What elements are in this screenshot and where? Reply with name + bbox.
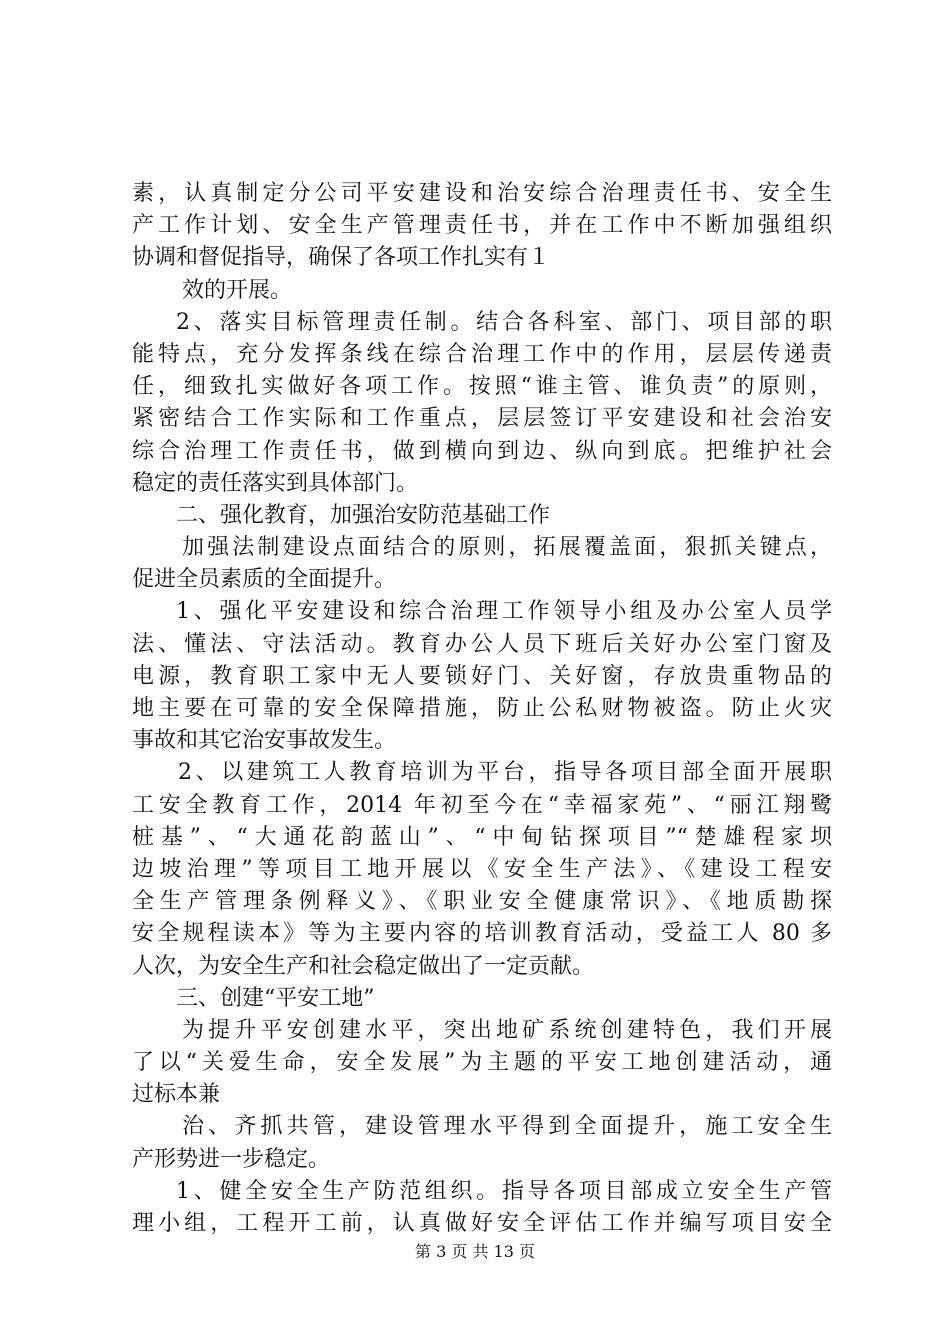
- text-line: 产工作计划、安全生产管理责任书，并在工作中不断加强组织: [132, 213, 832, 239]
- text-line: 桩基”、“大通花韵蓝山”、“中甸钻探项目”“楚雄程家坝: [132, 824, 832, 850]
- text-line: 法、懂法、守法活动。教育办公人员下班后关好办公室门窗及: [132, 631, 832, 657]
- text-line: 2、以建筑工人教育培训为平台，指导各项目部全面开展职: [178, 760, 832, 786]
- text-line: 协调和督促指导，确保了各项工作扎实有１: [132, 245, 551, 271]
- document-body: [132, 178, 832, 1240]
- text-line: 了以“关爱生命，安全发展”为主题的平安工地创建活动，通: [132, 1050, 832, 1076]
- text-line: 二、强化教育，加强治安防范基础工作: [176, 502, 551, 528]
- text-line: 综合治理工作责任书，做到横向到边、纵向到底。把维护社会: [132, 438, 832, 464]
- text-line: 地主要在可靠的安全保障措施，防止公私财物被盗。防止火灾: [132, 696, 832, 721]
- text-line: 1、健全安全生产防范组织。指导各项目部成立安全生产管: [176, 1178, 832, 1204]
- text-line: 治、齐抓共管，建设管理水平得到全面提升，施工安全生: [182, 1114, 832, 1140]
- text-line: 理小组，工程开工前，认真做好安全评估工作并编写项目安全: [132, 1211, 832, 1236]
- text-line: 能特点，充分发挥条线在综合治理工作中的作用，层层传递责: [132, 341, 832, 367]
- page-footer: 第 3 页 共 13 页: [415, 1242, 535, 1261]
- text-line: 事故和其它治安事故发生。: [132, 728, 397, 754]
- text-line: 电源，教育职工家中无人要锁好门、关好窗，存放贵重物品的: [132, 663, 832, 689]
- text-line: 稳定的责任落实到具体部门。: [132, 470, 419, 496]
- text-line: 加强法制建设点面结合的原则，拓展覆盖面，狠抓关键点，: [182, 535, 832, 561]
- text-line: 紧密结合工作实际和工作重点，层层签订平安建设和社会治安: [132, 406, 832, 432]
- text-line: 为提升平安创建水平，突出地矿系统创建特色，我们开展: [182, 1017, 832, 1043]
- text-line: 效的开展。: [182, 277, 293, 303]
- text-line: 过标本兼: [132, 1082, 221, 1108]
- text-line: 素，认真制定分公司平安建设和治安综合治理责任书、安全生: [132, 181, 832, 206]
- text-line: 任，细致扎实做好各项工作。按照“谁主管、谁负责”的原则，: [132, 374, 832, 400]
- text-line: 工安全教育工作，2014 年初至今在“幸福家苑”、“丽江翔鹭: [132, 792, 832, 818]
- text-line: 促进全员素质的全面提升。: [132, 567, 397, 593]
- text-line: 边坡治理”等项目工地开展以《安全生产法》、《建设工程安: [132, 856, 832, 882]
- text-line: 全生产管理条例释义》、《职业安全健康常识》、《地质勘探: [132, 889, 832, 915]
- text-line: 产形势进一步稳定。: [132, 1146, 331, 1172]
- text-line: 2、落实目标管理责任制。结合各科室、部门、项目部的职: [176, 309, 832, 335]
- text-line: 安全规程读本》等为主要内容的培训教育活动，受益工人 80 多: [132, 921, 832, 947]
- text-line: 1、强化平安建设和综合治理工作领导小组及办公室人员学: [176, 599, 832, 625]
- text-line: 三、创建“平安工地”: [176, 985, 375, 1011]
- text-line: 人次，为安全生产和社会稳定做出了一定贡献。: [132, 953, 595, 979]
